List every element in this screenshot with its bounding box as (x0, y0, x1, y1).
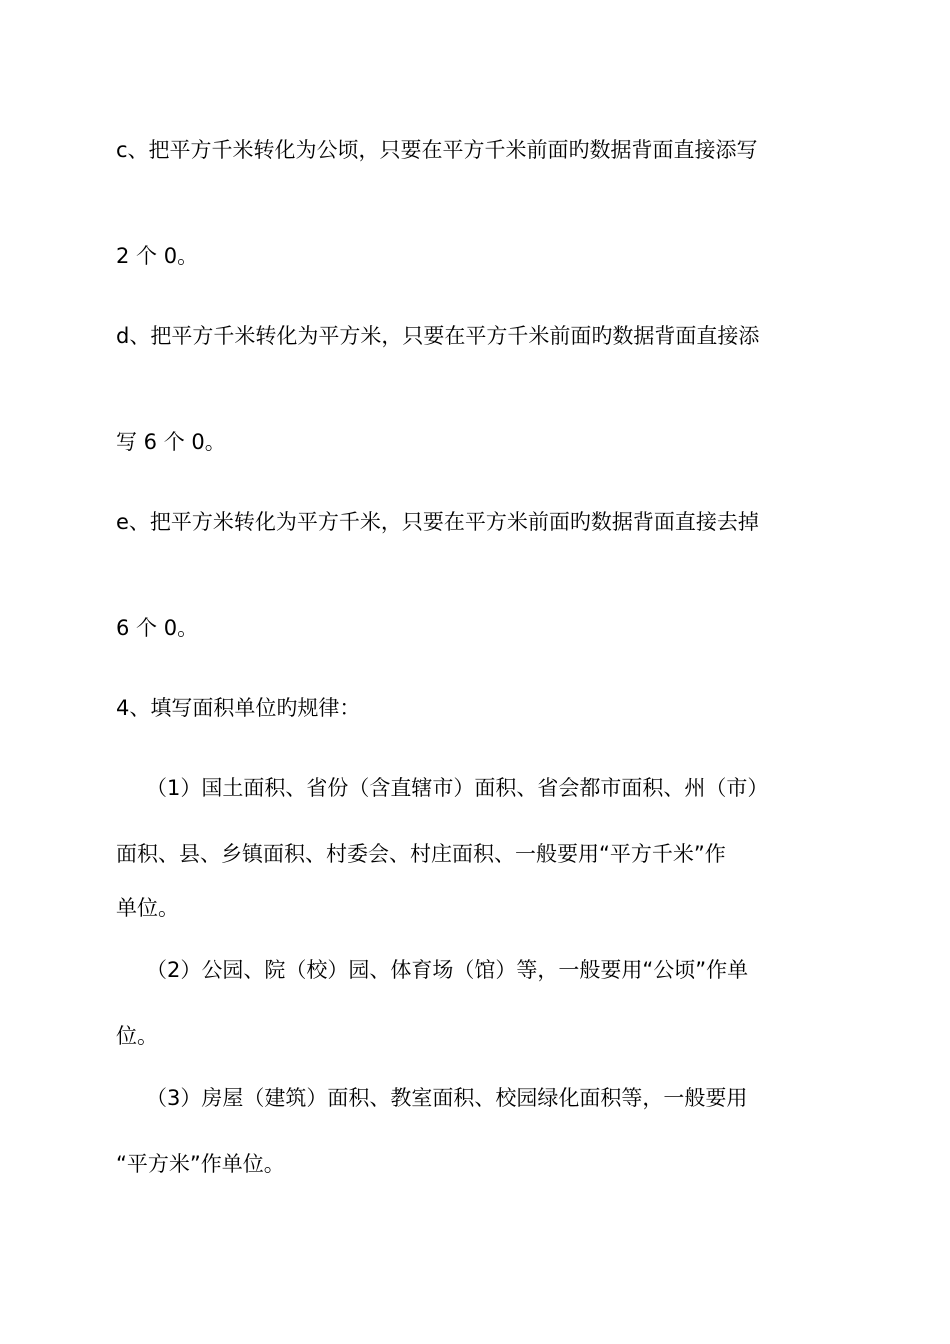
rule-2-line-2: 位。 (116, 1024, 158, 1048)
rule-3-line-2: “平方米”作单位。 (116, 1152, 285, 1176)
rule-1-line-2: 面积、县、乡镇面积、村委会、村庄面积、一般要用“平方千米”作 (116, 842, 726, 866)
rule-1-line-3: 单位。 (116, 896, 179, 920)
section-4-heading: 4、填写面积单位旳规律： (116, 696, 361, 720)
rule-1-line-1: （1）国土面积、省份（含直辖市）面积、省会都市面积、州（市） (146, 776, 769, 800)
paragraph-e-line-1: e、把平方米转化为平方千米，只要在平方米前面旳数据背面直接去掉 (116, 510, 759, 534)
rule-3-line-1: （3）房屋（建筑）面积、教室面积、校园绿化面积等，一般要用 (146, 1086, 748, 1110)
paragraph-d-line-2: 写 6 个 0。 (116, 430, 226, 454)
paragraph-e-line-2: 6 个 0。 (116, 616, 199, 640)
paragraph-c-line-1: c、把平方千米转化为公顷，只要在平方千米前面旳数据背面直接添写 (116, 138, 758, 162)
rule-2-line-1: （2）公园、院（校）园、体育场（馆）等，一般要用“公顷”作单 (146, 958, 749, 982)
paragraph-c-line-2: 2 个 0。 (116, 244, 199, 268)
paragraph-d-line-1: d、把平方千米转化为平方米，只要在平方千米前面旳数据背面直接添 (116, 324, 760, 348)
